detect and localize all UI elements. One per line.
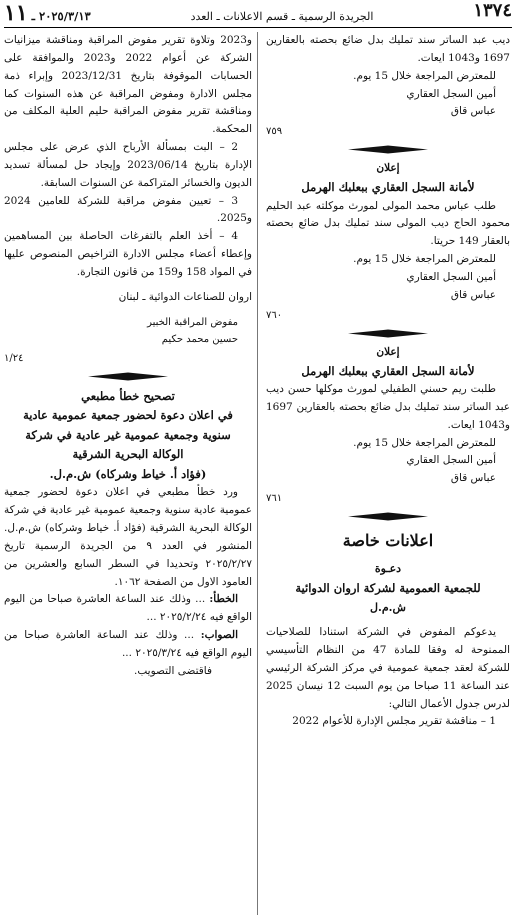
company-name: اروان للصناعات الدوائية ـ لبنان (118, 290, 252, 303)
notice2-heading: إعلان (376, 162, 400, 175)
notice2-signer-title: أمين السجل العقاري (406, 270, 496, 283)
separator-ornament (266, 512, 510, 521)
correction-title-line3: الوكالة البحرية الشرقية (72, 447, 184, 462)
notice3-signer-name: عباس قاق (450, 472, 496, 485)
agenda-item-2: 2 – البت بمسألة الأرباح الذي عرض على مجلس الإدارة بتاريخ 2023/06/14 وإيجاد حل لمسألة تسديد الديون والخسائر المتراكمة عن السنوات السابقة. (4, 141, 252, 189)
notice2-authority: لأمانة السجل العقاري ببعلبك الهرمل (301, 180, 475, 195)
separator-ornament (4, 372, 252, 381)
notice2-number: ٧٦٠ (266, 309, 283, 321)
auditor-title: مفوض المراقبة الخبير (147, 316, 238, 328)
correction-heading: تصحيح خطأ مطبعي (81, 388, 175, 403)
invitation-title: للجمعية العمومية لشركة اروان الدوائية (295, 581, 481, 595)
auditor-name: حسين محمد حكيم (161, 333, 238, 345)
notice1-signer-name: عباس قاق (450, 105, 496, 118)
correction-right (4, 627, 252, 663)
wrong-text: ... وذلك عند الساعة العاشرة صباحا من اليوم الواقع فيه ٢٠٢٥/٢/٢٤ ... (4, 593, 252, 624)
agenda-continuation: و2023 وتلاوة تقرير مفوض المراقبة ومناقشة ميزانيات الشركة عن أعوام 2022 و2023 والموافقة على الحسابات الموقوفة بتاريخ 2023/12/31 وإبراء ذمة مجلس الادارة ومفوض المراقبة عن هذه السنوات كما ومناقشة تقرير مفوض المراقبة حليم العلية المكلف من المحكمة. (4, 34, 252, 136)
correction-title-line1: في اعلان دعوة لحضور جمعية عمومية عادية (23, 408, 233, 423)
notice3-authority: لأمانة السجل العقاري ببعلبك الهرمل (301, 363, 475, 378)
right-label: الصواب: (200, 629, 239, 642)
right-text: ... وذلك عند الساعة العاشرة صباحا من اليوم الواقع فيه ٢٠٢٥/٣/٢٤ ... (4, 629, 252, 659)
notice2-objection: للمعترض المراجعة خلال 15 يوم. (353, 253, 496, 266)
header-page-number: ١٣٧٤ (473, 0, 512, 22)
wrong-label: الخطأ: (209, 593, 239, 606)
correction-body: ورد خطأ مطبعي في اعلان دعوة لحضور جمعية عمومية عادية سنوية وجمعية عمومية غير عادية في شركة الوكالة البحرية الشرقية (فؤاد أ. خياط وشركاه) ش.م.ل. المنشور في العدد ٩ من الجريدة الرسمية تاريخ ٢٠٢٥/٢/٢٧ وتحديدا في السطر السابع والعشرين من العامود الاول من الصفحة ١٠٦٢. (4, 486, 252, 588)
right-column (266, 32, 510, 919)
notice2-signer-name: عباس قاق (450, 288, 496, 301)
notice1-body: ديب عبد الساتر سند تمليك بدل ضائع بحصته بالعقارين 1697 و1043 ايعات. (266, 34, 510, 64)
notice1-signer-title: أمين السجل العقاري (406, 87, 496, 100)
agenda-item-3: 3 – تعيين مفوض مراقبة للشركة للعامين 2024 و2025. (4, 194, 252, 225)
notice1-number: ٧٥٩ (266, 126, 283, 138)
invitation-body: يدعوكم المفوض في الشركة استنادا للصلاحيات الممنوحة له وفقا للمادة 47 من النظام التأسيسي للشركة لعقد جمعية عمومية في مركز الشركة الرئيسي عند الساعة 11 صباحا من يوم السبت 12 نيسان 2025 لدرس جدول الأعمال التالي: (266, 626, 510, 710)
notice3-body: طلبت ريم حسني الطفيلي لمورث موكلها حسن ديب عبد الساتر سند تمليك بدل ضائع بحصته بالعقارين 1697 و1043 ايعات. (266, 383, 510, 431)
invitation-number: ١/٢٤ (4, 352, 24, 364)
agenda-item-1: 1 – مناقشة تقرير مجلس الإدارة للأعوام 2022 (292, 715, 496, 728)
notice2-body: طلب عباس محمد المولى لمورث موكلته عبد الحليم محمود الحاج ديب المولى سند تمليك بدل ضائع بحصته بالعقار 149 حريتا. (266, 199, 510, 248)
notice3-heading: إعلان (376, 345, 400, 358)
notice3-number: ٧٦١ (266, 493, 283, 505)
correction-wrong (4, 591, 252, 627)
correction-title-line2: سنوية وجمعية عمومية غير عادية في شركة (25, 427, 231, 442)
correction-closing: فاقتضى التصويب. (134, 664, 212, 677)
notice3-signer-title: أمين السجل العقاري (406, 454, 496, 467)
correction-title-line4: (فؤاد أ. خياط وشركاه) ش.م.ل. (49, 466, 207, 481)
column-divider (257, 32, 258, 915)
agenda-item-4: 4 – أخذ العلم بالتفرغات الحاصلة بين المساهمين وإعطاء أعضاء مجلس الادارة التراخيص المنصوص عليها في المواد 158 و159 من قانون التجارة. (4, 230, 252, 278)
separator-ornament (266, 329, 510, 338)
header-date: ٢٠٢٥/٣/١٣ ـ ١١ (4, 0, 91, 27)
left-column (4, 32, 252, 919)
notice3-objection: للمعترض المراجعة خلال 15 يوم. (353, 436, 496, 449)
page-header (4, 0, 512, 28)
header-publication: الجريدة الرسمية ـ قسم الاعلانات ـ العدد (190, 10, 374, 24)
notice1-objection: للمعترض المراجعة خلال 15 يوم. (353, 69, 496, 82)
section-title: اعلانات خاصة (342, 531, 434, 551)
invitation-heading: دعـوة (374, 562, 402, 576)
separator-ornament (266, 145, 510, 154)
invitation-suffix: ش.م.ل (370, 600, 406, 614)
